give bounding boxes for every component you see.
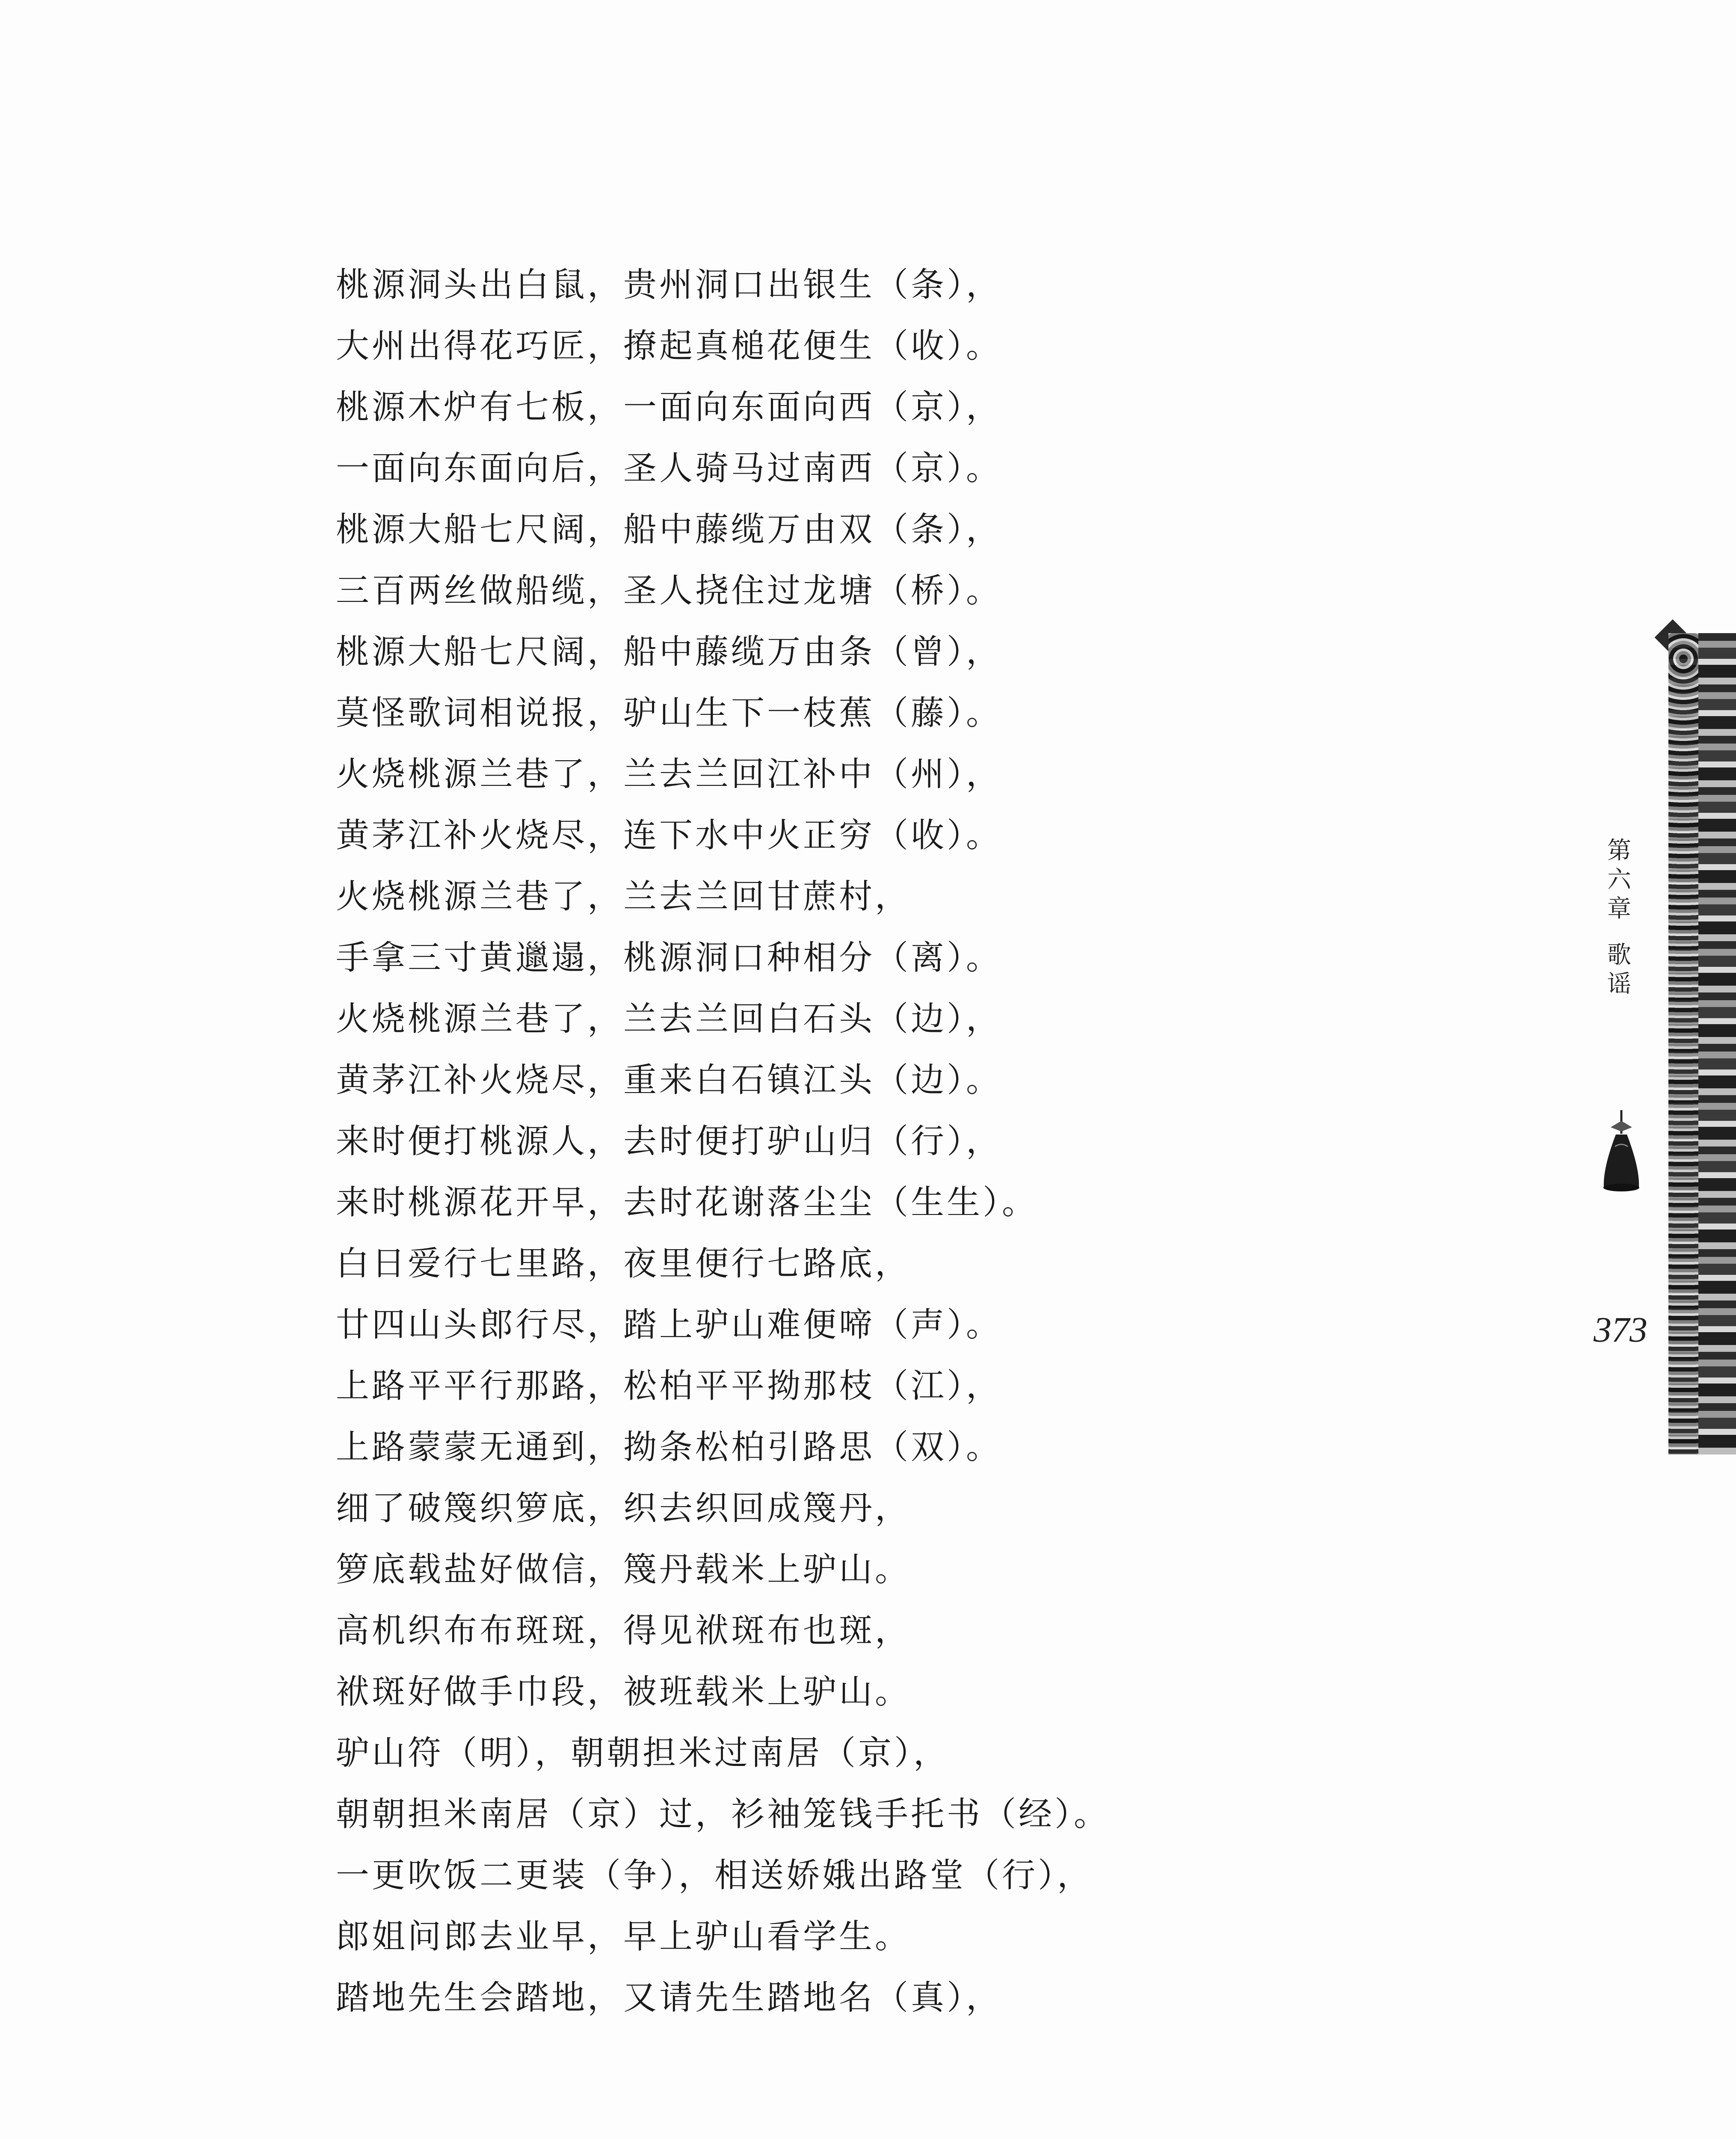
verse-line: 白日爱行七里路，夜里便行七路底，: [336, 1244, 911, 1283]
verse-line: 桃源大船七尺阔，船中藤缆万由双（条），: [336, 510, 1002, 549]
verse-line: 郎姐问郎去业早，早上驴山看学生。: [336, 1917, 911, 1956]
verse-line: 箩底载盐好做信，篾丹载米上驴山。: [336, 1550, 911, 1589]
chapter-title-char: 歌: [1607, 941, 1631, 969]
song-lyrics: [336, 255, 1576, 2029]
verse-line: 来时便打桃源人，去时便打驴山归（行），: [336, 1122, 1002, 1161]
verse-line: 桃源木炉有七板，一面向东面向西（京），: [336, 388, 1002, 427]
page-number: 373: [1594, 1310, 1647, 1350]
verse-line: 踏地先生会踏地，又请先生踏地名（真），: [336, 1979, 1002, 2017]
verse-line: 莫怪歌词相说报，驴山生下一枝蕉（藤）。: [336, 694, 1002, 732]
verse-line: 一面向东面向后，圣人骑马过南西（京）。: [336, 449, 1002, 488]
verse-line: 手拿三寸黄邋遢，桃源洞口种相分（离）。: [336, 939, 1002, 977]
verse-line: 细了破篾织箩底，织去织回成篾丹，: [336, 1489, 911, 1528]
decorative-border-band: [1668, 633, 1736, 1455]
verse-line: 桃源洞头出白鼠，贵州洞口出银生（条），: [336, 266, 1002, 304]
verse-line: 火烧桃源兰巷了，兰去兰回甘蔗村，: [336, 877, 911, 916]
verse-line: 高机织布布斑斑，得见袱斑布也斑，: [336, 1612, 911, 1650]
bell-icon: [1598, 1108, 1645, 1194]
verse-line: 一更吹饭二更装（争），相送娇娥出路堂（行），: [336, 1856, 1093, 1895]
verse-line: 桃源大船七尺阔，船中藤缆万由条（曾），: [336, 633, 1002, 671]
verse-line: 火烧桃源兰巷了，兰去兰回白石头（边），: [336, 1000, 1002, 1038]
verse-line: 黄茅江补火烧尽，重来白石镇江头（边）。: [336, 1061, 1002, 1099]
chapter-title-char: 谣: [1607, 970, 1631, 998]
verse-line: 黄茅江补火烧尽，连下水中火正穷（收）。: [336, 816, 1002, 855]
verse-line: 朝朝担米南居（京）过，衫袖笼钱手托书（经）。: [336, 1795, 1110, 1834]
verse-line: 来时桃源花开早，去时花谢落尘尘（生生）。: [336, 1183, 1038, 1222]
chapter-number-char: 章: [1607, 895, 1631, 923]
verse-line: 上路平平行那路，松柏平平拗那枝（江），: [336, 1367, 1002, 1405]
verse-line: 三百两丝做船缆，圣人挠住过龙塘（桥）。: [336, 572, 1002, 610]
verse-line: 廿四山头郎行尽，踏上驴山难便啼（声）。: [336, 1306, 1002, 1344]
verse-line: 火烧桃源兰巷了，兰去兰回江补中（州），: [336, 755, 1002, 794]
chapter-label-gap: [1602, 924, 1636, 941]
verse-line: 上路蒙蒙无通到，拗条松柏引路思（双）。: [336, 1428, 1002, 1466]
chapter-number-char: 第: [1607, 837, 1631, 865]
chapter-number-char: 六: [1607, 866, 1631, 894]
chapter-running-header: [1602, 836, 1636, 999]
verse-line: 驴山符（明），朝朝担米过南居（京），: [336, 1734, 950, 1772]
verse-line: 袱斑好做手巾段，被班载米上驴山。: [336, 1673, 911, 1711]
verse-line: 大州出得花巧匠，撩起真槌花便生（收）。: [336, 327, 1002, 365]
